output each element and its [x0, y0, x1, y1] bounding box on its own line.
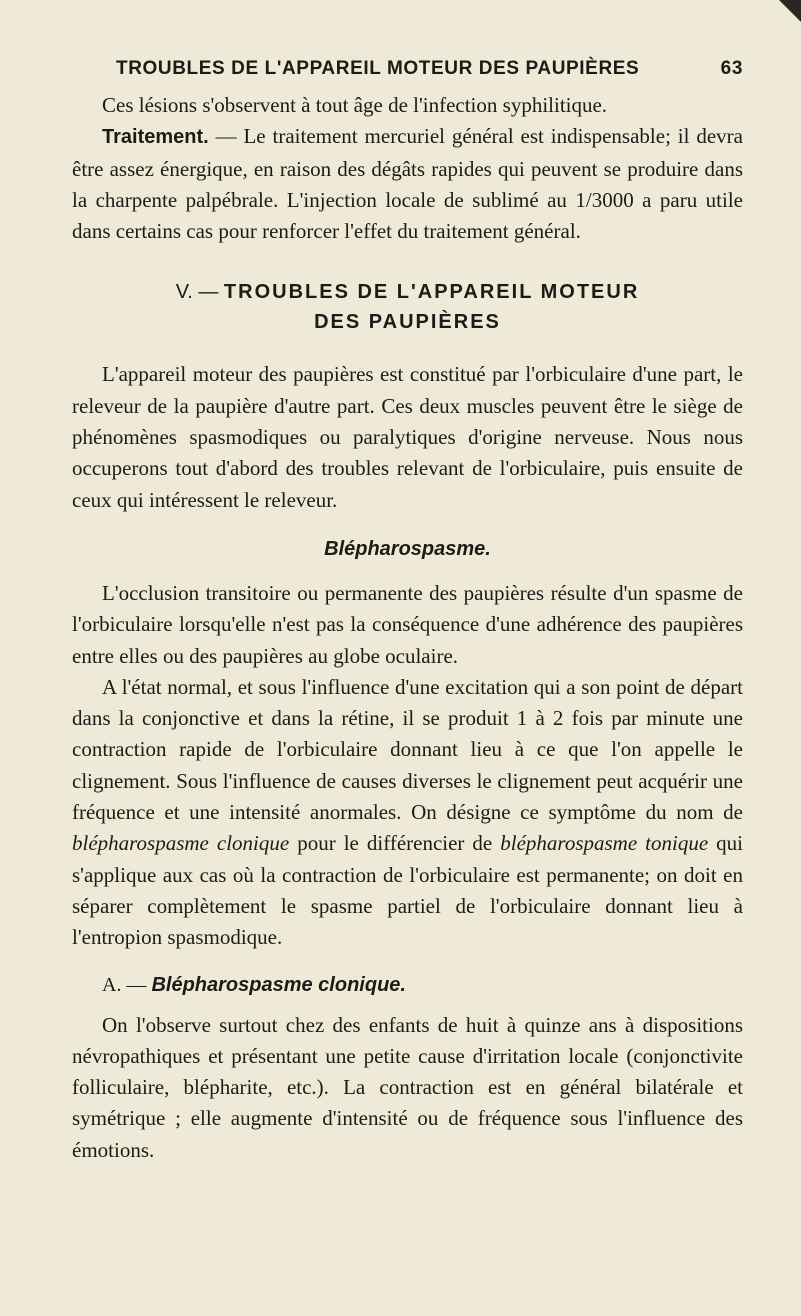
- paragraph-text: — Le traitement mercuriel général est indispensable; il devra être assez énergique, en raison des dégâts rapides qui peuvent se produire dans la charpente palpébrale. L'injection locale de sublimé au 1/3000 a paru utile dans certains cas pour renforcer l'effet du traitement général.: [72, 124, 743, 244]
- subheading-blepharospasme: Blépharospasme.: [324, 537, 491, 560]
- section-dash: —: [192, 281, 224, 304]
- paragraph-text: Ces lésions s'observent à tout âge de l'infection syphilitique.: [102, 93, 608, 117]
- body-text: [72, 90, 743, 1166]
- page-number: 63: [720, 58, 743, 79]
- subheading-title: Blépharospasme clonique.: [151, 973, 406, 996]
- paragraph-text: pour le différencier de: [289, 831, 501, 856]
- paragraph: [72, 359, 743, 515]
- section-heading: [72, 277, 743, 337]
- paragraph-lead: Traitement.: [102, 126, 209, 149]
- subheading-clonique: [102, 970, 743, 1000]
- section-title-line1: TROUBLES DE L'APPAREIL MOTEUR: [223, 281, 640, 304]
- section-title-line2: DES PAUPIÈRES: [314, 311, 501, 334]
- paragraph: [72, 90, 743, 121]
- italic-term: blépharospasme tonique: [500, 831, 709, 856]
- section-heading-line1: [72, 277, 743, 307]
- italic-term: blépharospasme clonique: [72, 831, 290, 856]
- page-corner-mark: [779, 0, 801, 22]
- running-head-title: TROUBLES DE L'APPAREIL MOTEUR DES PAUPIÈRES: [116, 58, 640, 79]
- subheading-label: A. —: [102, 973, 152, 996]
- paragraph-text: On l'observe surtout chez des enfants de huit à quinze ans à dispositions névropathiques et présentant une petite cause d'irritation locale (conjonctivite folliculaire, blépharite, etc.). La contraction est en général bilatérale et symétrique ; elle augmente d'intensité ou de fréquence sous l'influence des émotions.: [72, 1012, 743, 1162]
- section-number: V.: [175, 281, 193, 304]
- paragraph: [72, 578, 743, 672]
- paragraph-text: L'appareil moteur des paupières est constitué par l'orbiculaire d'une part, le releveur de la paupière d'autre part. Ces deux muscles peuvent être le siège de phénomènes spasmodiques ou paralytiques d'origine nerveuse. Nous nous occuperons tout d'abord des troubles relevant de l'orbiculaire, puis ensuite de ceux qui intéressent le releveur.: [72, 362, 743, 512]
- paragraph-text: A l'état normal, et sous l'influence d'une excitation qui a son point de départ dans la conjonctive et dans la rétine, il se produit 1 à 2 fois par minute une contraction rapide de l'orbiculaire donnant lieu à ce que l'on appelle le clignement. Sous l'influence de causes diverses le clignement peut acquérir une fréquence et une intensité anormales. On désigne ce symptôme du nom de: [72, 674, 743, 825]
- running-head: [116, 58, 743, 80]
- paragraph-text: qui s'applique aux cas où la contraction de l'orbiculaire est permanente; on doit en séparer complètement le spasme partiel de l'orbiculaire donnant lieu à l'entropion spasmodique.: [72, 831, 743, 950]
- paragraph: [72, 672, 743, 954]
- paragraph-traitement: [72, 121, 743, 247]
- paragraph: [72, 1010, 743, 1166]
- paragraph-text: L'occlusion transitoire ou permanente des paupières résulte d'un spasme de l'orbiculaire lorsqu'elle n'est pas la conséquence d'une adhérence des paupières entre elles ou des paupières au globe oculaire.: [72, 580, 743, 668]
